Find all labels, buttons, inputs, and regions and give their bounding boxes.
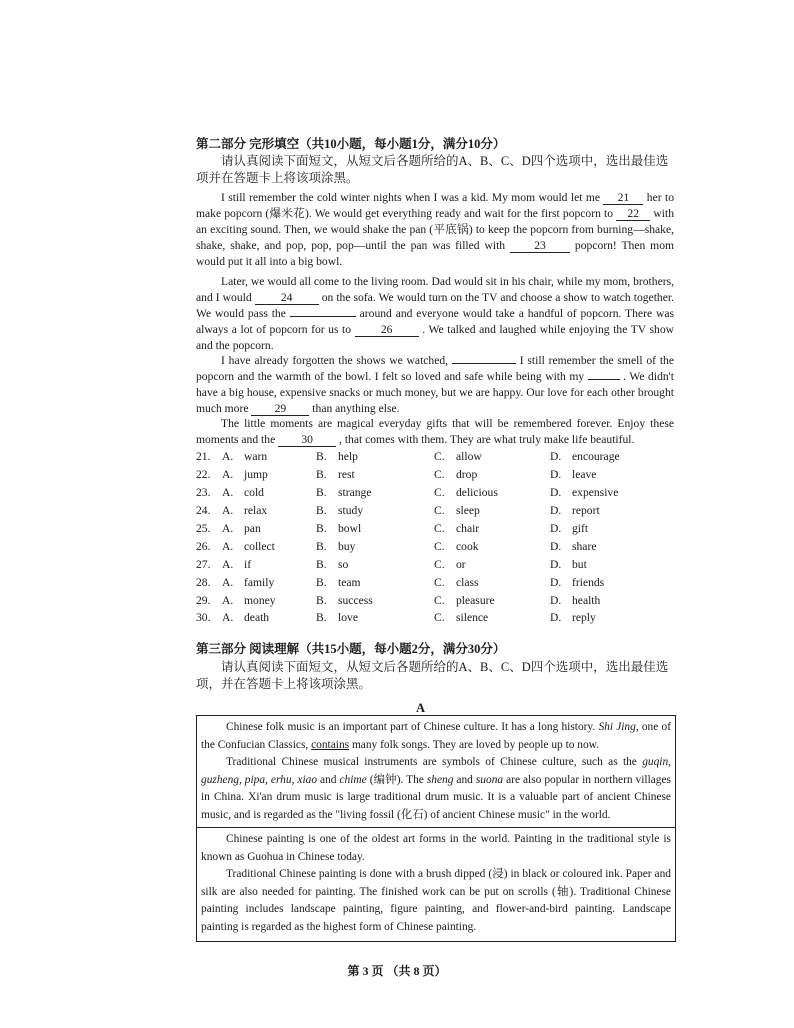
option-word: health xyxy=(572,593,601,607)
question-number: 23. xyxy=(196,486,211,500)
option-word: chair xyxy=(456,522,480,535)
blank-29: 29 xyxy=(251,402,309,416)
question-number: 26. xyxy=(196,539,211,553)
cloze-text: , that comes with them. They are what truly make life beautiful. xyxy=(339,432,635,446)
option-cell-c xyxy=(434,555,550,573)
option-cell-a xyxy=(196,555,316,573)
option-word: drop xyxy=(456,468,478,482)
option-word: collect xyxy=(244,539,275,553)
option-cell-a xyxy=(196,573,316,591)
option-word: jump xyxy=(244,468,268,482)
option-row xyxy=(196,555,666,573)
option-cell-a xyxy=(196,609,316,627)
page-footer: 第 3 页 （共 8 页） xyxy=(347,964,447,978)
option-letter: A. xyxy=(222,522,234,535)
cloze-text: with an exciting sound. Then, we would shake the pan (平底锅) to keep the popcorn from burning—shake, shake, shake, and pop, pop, pop—until the pan was filled with xyxy=(196,206,674,252)
blank-25 xyxy=(290,316,356,317)
blank-30: 30 xyxy=(278,433,336,447)
option-cell-d xyxy=(550,591,666,609)
option-letter: A. xyxy=(222,557,234,571)
cloze-text: than anything else. xyxy=(312,401,400,415)
option-cell-d xyxy=(550,555,666,573)
option-letter: B. xyxy=(316,611,327,625)
option-row xyxy=(196,448,666,466)
part3-instruction: 请认真阅读下面短文，从短文后各题所给的A、B、C、D四个选项中，选出最佳选项，并在答题卡上将该项涂黑。 xyxy=(196,660,669,691)
option-cell-a xyxy=(196,466,316,484)
option-letter: C. xyxy=(434,593,445,607)
cloze-text: Later, we would all come to the living room. Dad would sit in his chair, while my mom, brothers, and I would xyxy=(196,275,674,304)
question-number: 27. xyxy=(196,557,211,571)
option-cell-c xyxy=(434,484,550,502)
blank-27 xyxy=(452,363,516,364)
option-word: sleep xyxy=(456,504,480,518)
part2-heading: 第二部分 完形填空（共10小题，每小题1分，满分10分） xyxy=(196,137,506,151)
option-letter: B. xyxy=(316,539,327,553)
option-letter: B. xyxy=(316,486,327,500)
option-cell-c xyxy=(434,520,550,538)
question-number: 29. xyxy=(196,593,211,607)
options-table xyxy=(196,448,666,627)
option-cell-d xyxy=(550,573,666,591)
option-word: leave xyxy=(572,468,597,482)
option-cell-c xyxy=(434,466,550,484)
option-row xyxy=(196,573,666,591)
part3-heading: 第三部分 阅读理解（共15小题，每小题2分，满分30分） xyxy=(196,642,506,656)
option-cell-a xyxy=(196,591,316,609)
option-letter: A. xyxy=(222,504,234,518)
option-letter: A. xyxy=(222,486,234,500)
blank-26: 26 xyxy=(355,323,419,337)
option-cell-c xyxy=(434,591,550,609)
option-letter: C. xyxy=(434,486,445,500)
option-cell-d xyxy=(550,466,666,484)
option-word: team xyxy=(338,575,361,589)
passage-label: A xyxy=(416,701,426,715)
option-word: expensive xyxy=(572,486,619,500)
passage-italic: suona xyxy=(475,773,504,786)
option-letter: A. xyxy=(222,450,234,464)
option-letter: D. xyxy=(550,611,562,625)
option-letter: C. xyxy=(434,504,445,518)
passage-italic: Shi Jing xyxy=(598,721,636,733)
cloze-text: I still remember the cold winter nights when I was a kid. My mom would let me xyxy=(221,191,600,204)
cloze-text: popcorn! Then mom would put it all into a big bowl. xyxy=(196,238,675,268)
option-letter: A. xyxy=(222,539,234,553)
passage-text: (编钟). The xyxy=(369,773,424,786)
cloze-text: . We talked and laughed while enjoying the TV show and the popcorn. xyxy=(196,322,674,352)
option-word: friends xyxy=(572,575,605,589)
music-paragraph-2 xyxy=(201,754,671,824)
option-letter: D. xyxy=(550,522,562,535)
option-word: so xyxy=(338,557,349,571)
option-letter: B. xyxy=(316,450,327,464)
option-cell-b xyxy=(316,520,434,538)
option-cell-b xyxy=(316,591,434,609)
painting-paragraph-1: Chinese painting is one of the oldest art forms in the world. Painting in the traditional style is known as Guohua in Chinese today. xyxy=(201,833,671,863)
option-cell-d xyxy=(550,484,666,502)
option-letter: A. xyxy=(222,593,234,607)
passage-text: , one of the Confucian Classics, xyxy=(201,721,671,751)
option-word: silence xyxy=(456,611,489,625)
passage-italic: sheng xyxy=(426,773,454,786)
option-word: money xyxy=(244,593,276,607)
option-word: gift xyxy=(572,522,589,535)
option-cell-a xyxy=(196,520,316,538)
blank-23: 23 xyxy=(510,239,570,253)
passage-text: Traditional Chinese musical instruments are symbols of Chinese culture, such as the xyxy=(226,756,637,769)
option-word: rest xyxy=(338,468,355,482)
option-word: encourage xyxy=(572,450,620,464)
option-word: reply xyxy=(572,611,596,625)
option-cell-b xyxy=(316,555,434,573)
option-letter: D. xyxy=(550,575,562,589)
question-number: 28. xyxy=(196,575,211,589)
option-word: pleasure xyxy=(456,593,495,607)
option-row xyxy=(196,591,666,609)
cloze-text: I have already forgotten the shows we watched, xyxy=(221,354,449,367)
cloze-paragraph-2 xyxy=(196,274,674,354)
passage-box-painting xyxy=(196,828,676,942)
option-letter: D. xyxy=(550,593,562,607)
option-letter: B. xyxy=(316,504,327,518)
option-word: strange xyxy=(338,486,372,500)
question-number: 24. xyxy=(196,504,211,518)
option-letter: C. xyxy=(434,575,445,589)
passage-italic: guqin, guzheng, pipa, erhu, xiao xyxy=(201,756,671,786)
option-cell-c xyxy=(434,448,550,466)
option-cell-b xyxy=(316,573,434,591)
option-letter: A. xyxy=(222,575,234,589)
blank-24: 24 xyxy=(255,291,319,305)
option-word: delicious xyxy=(456,486,498,500)
cloze-text: I still remember the smell of the popcorn and the warmth of the bowl. I felt so loved and safe while being with my xyxy=(196,354,674,383)
option-letter: C. xyxy=(434,539,445,553)
option-cell-c xyxy=(434,573,550,591)
blank-22: 22 xyxy=(616,207,650,221)
option-cell-a xyxy=(196,502,316,520)
option-word: cold xyxy=(244,486,264,500)
option-word: if xyxy=(244,557,252,571)
option-word: or xyxy=(456,557,466,571)
option-row xyxy=(196,466,666,484)
option-letter: C. xyxy=(434,557,445,571)
option-word: death xyxy=(244,611,270,625)
painting-paragraph-2: Traditional Chinese painting is done with a brush dipped (浸) in black or coloured ink. Paper and silk are also needed for painting. The finished work can be put on scrolls (轴). Traditional Chinese painting includes landscape painting, figure painting, and flower-and-bird painting. Landscape painting is regarded as the highest form of Chinese painting. xyxy=(201,868,671,933)
option-word: love xyxy=(338,611,358,625)
option-word: warn xyxy=(244,450,268,464)
option-letter: A. xyxy=(222,611,234,625)
option-word: but xyxy=(572,557,587,571)
option-row xyxy=(196,537,666,555)
cloze-text: . We didn't have a big house, expensive snacks or much money, but we are happy. Our love for each other brought much more xyxy=(196,369,674,415)
option-letter: C. xyxy=(434,450,445,464)
question-number: 25. xyxy=(196,522,211,535)
cloze-text: her to make popcorn (爆米花). We would get everything ready and wait for the first popcorn to xyxy=(196,191,674,220)
option-row xyxy=(196,484,666,502)
option-word: family xyxy=(244,575,275,589)
option-word: buy xyxy=(338,539,356,553)
option-letter: D. xyxy=(550,486,562,500)
passage-text: and xyxy=(456,773,473,786)
option-cell-b xyxy=(316,537,434,555)
music-paragraph-1 xyxy=(201,719,671,754)
option-cell-d xyxy=(550,448,666,466)
option-cell-b xyxy=(316,466,434,484)
option-letter: D. xyxy=(550,539,562,553)
option-letter: D. xyxy=(550,504,562,518)
cloze-text: on the sofa. We would turn on the TV and choose a show to watch together. We would pass the xyxy=(196,290,674,320)
option-word: bowl xyxy=(338,522,362,535)
passage-text: are also popular in northern villages in China. Xi'an drum music is large traditional drum music. It is a valuable part of ancient Chinese music, and is regarded as the "living fossil (化石) of ancient Chinese music" in the world. xyxy=(201,773,671,821)
option-letter: D. xyxy=(550,468,562,482)
option-cell-c xyxy=(434,609,550,627)
option-letter: B. xyxy=(316,557,327,571)
option-word: cook xyxy=(456,539,479,553)
option-row xyxy=(196,502,666,520)
passage-italic: chime xyxy=(339,773,367,786)
cloze-paragraph-1 xyxy=(196,190,674,270)
question-number: 21. xyxy=(196,450,211,464)
passage-text: many folk songs. They are loved by people up to now. xyxy=(351,738,600,751)
cloze-paragraph-4 xyxy=(196,416,674,448)
option-letter: D. xyxy=(550,450,562,464)
option-word: relax xyxy=(244,504,268,518)
option-word: pan xyxy=(244,522,261,535)
option-letter: C. xyxy=(434,522,445,535)
option-letter: B. xyxy=(316,593,327,607)
option-word: share xyxy=(572,539,597,553)
option-word: study xyxy=(338,504,364,518)
option-letter: C. xyxy=(434,468,445,482)
question-number: 30. xyxy=(196,611,211,625)
option-word: report xyxy=(572,504,600,518)
passage-text: and xyxy=(320,773,337,786)
option-letter: D. xyxy=(550,557,562,571)
passage-text: Chinese folk music is an important part of Chinese culture. It has a long history. xyxy=(226,721,596,733)
option-word: allow xyxy=(456,450,482,464)
underlined-word: contains xyxy=(311,738,350,751)
option-cell-a xyxy=(196,448,316,466)
option-cell-c xyxy=(434,502,550,520)
cloze-paragraph-3 xyxy=(196,353,674,417)
cloze-text: around and everyone would take a handful of popcorn. There was always a lot of popcorn for us to xyxy=(196,306,674,336)
option-cell-b xyxy=(316,484,434,502)
option-cell-d xyxy=(550,609,666,627)
question-number: 22. xyxy=(196,468,211,482)
option-letter: B. xyxy=(316,522,327,535)
option-cell-d xyxy=(550,520,666,538)
option-cell-a xyxy=(196,537,316,555)
option-cell-b xyxy=(316,502,434,520)
option-word: help xyxy=(338,450,358,464)
option-row xyxy=(196,609,666,627)
option-row xyxy=(196,520,666,538)
cloze-text: The little moments are magical everyday gifts that will be remembered forever. Enjoy these moments and the xyxy=(196,417,674,446)
option-cell-c xyxy=(434,537,550,555)
passage-box-music xyxy=(196,715,676,828)
option-letter: A. xyxy=(222,468,234,482)
option-letter: B. xyxy=(316,575,327,589)
blank-21: 21 xyxy=(603,191,643,205)
option-word: class xyxy=(456,575,479,589)
option-cell-b xyxy=(316,609,434,627)
option-letter: B. xyxy=(316,468,327,482)
option-word: success xyxy=(338,593,373,607)
option-cell-b xyxy=(316,448,434,466)
option-cell-a xyxy=(196,484,316,502)
part2-instruction: 请认真阅读下面短文，从短文后各题所给的A、B、C、D四个选项中，选出最佳选项并在答题卡上将该项涂黑。 xyxy=(196,154,669,185)
option-cell-d xyxy=(550,502,666,520)
option-letter: C. xyxy=(434,611,445,625)
blank-28 xyxy=(588,379,620,380)
option-cell-d xyxy=(550,537,666,555)
